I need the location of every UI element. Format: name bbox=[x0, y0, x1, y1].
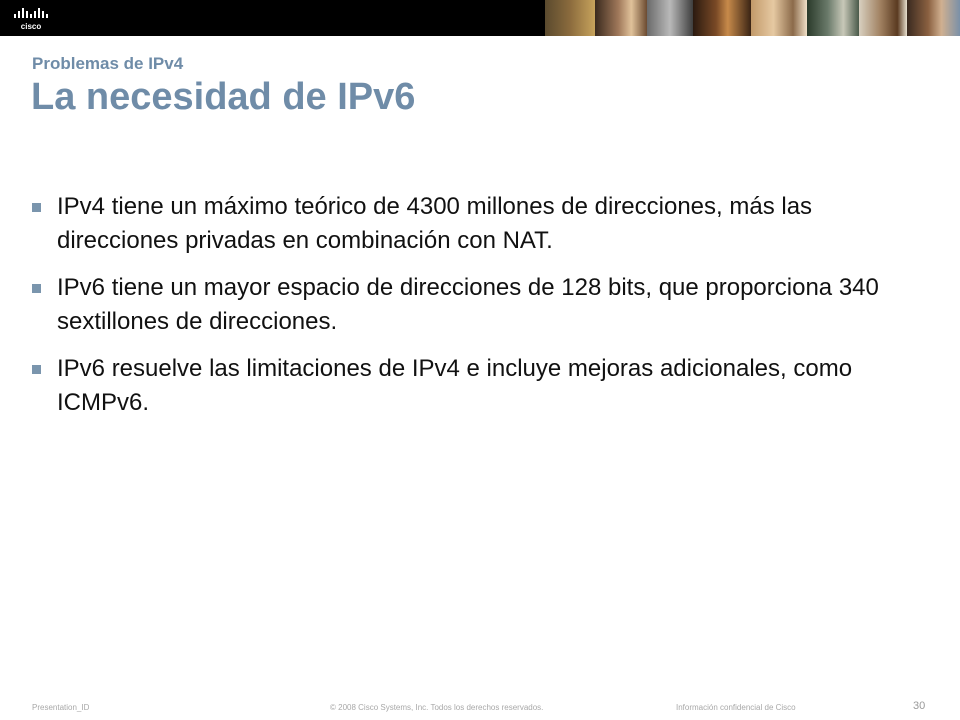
person-photo bbox=[751, 0, 807, 36]
person-photo bbox=[545, 0, 595, 36]
slide-title: La necesidad de IPv6 bbox=[31, 76, 416, 118]
person-photo bbox=[693, 0, 751, 36]
bullet-text: IPv4 tiene un máximo teórico de 4300 millones de direcciones, más las direcciones privadas en combinación con NAT. bbox=[57, 193, 813, 254]
person-photo bbox=[859, 0, 907, 36]
slide-subtitle: Problemas de IPv4 bbox=[32, 54, 184, 73]
square-bullet-icon bbox=[32, 203, 41, 212]
bullet-item bbox=[30, 352, 900, 420]
person-photo bbox=[807, 0, 859, 36]
square-bullet-icon bbox=[32, 284, 41, 293]
person-photo bbox=[595, 0, 647, 36]
logo-text: cisco bbox=[20, 22, 42, 31]
bullet-item bbox=[30, 190, 900, 258]
footer-presentation-id: Presentation_ID bbox=[32, 703, 90, 712]
person-photo bbox=[907, 0, 960, 36]
cisco-logo bbox=[10, 4, 58, 32]
bullet-text: IPv6 tiene un mayor espacio de direcciones de 128 bits, que proporciona 340 sextillones de direcciones. bbox=[57, 274, 879, 335]
footer-copyright: © 2008 Cisco Systems, Inc. Todos los derechos reservados. bbox=[330, 703, 544, 712]
photo-strip bbox=[545, 0, 960, 36]
header-banner bbox=[0, 0, 960, 36]
bullet-text: IPv6 resuelve las limitaciones de IPv4 e incluye mejoras adicionales, como ICMPv6. bbox=[57, 355, 853, 416]
footer-confidential: Información confidencial de Cisco bbox=[676, 703, 796, 712]
square-bullet-icon bbox=[32, 365, 41, 374]
person-photo bbox=[647, 0, 693, 36]
bullet-list bbox=[30, 190, 900, 433]
page-number: 30 bbox=[913, 700, 926, 712]
bullet-item bbox=[30, 271, 900, 339]
